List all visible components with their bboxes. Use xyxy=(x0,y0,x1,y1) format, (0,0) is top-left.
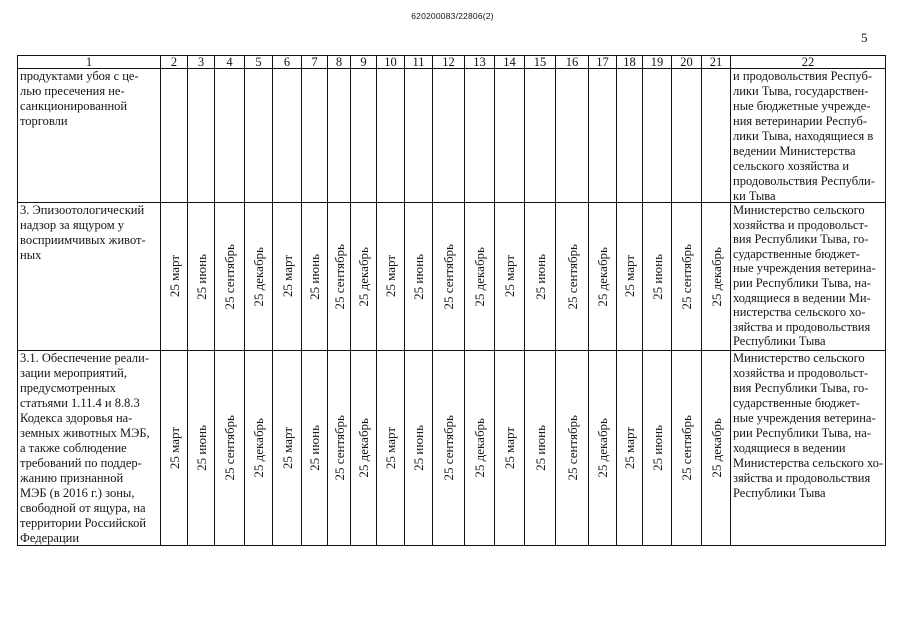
deadline-date: 25 март xyxy=(622,255,637,298)
deadline-cell xyxy=(351,351,377,546)
deadline-cell xyxy=(188,351,215,546)
column-header: 5 xyxy=(245,56,273,69)
empty-cell xyxy=(302,69,328,203)
deadline-cell xyxy=(617,351,643,546)
empty-cell xyxy=(465,69,495,203)
deadline-date: 25 сентябрь xyxy=(564,415,580,481)
empty-cell xyxy=(245,69,273,203)
deadline-date: 25 сентябрь xyxy=(679,243,694,310)
deadline-cell xyxy=(525,203,556,351)
empty-cell xyxy=(215,69,245,203)
deadline-date: 25 март xyxy=(622,426,637,470)
deadline-date: 25 сентябрь xyxy=(222,415,237,481)
deadline-date: 25 март xyxy=(502,255,517,298)
column-header: 21 xyxy=(702,56,731,69)
empty-cell xyxy=(377,69,405,203)
deadline-cell xyxy=(589,203,617,351)
empty-cell xyxy=(617,69,643,203)
deadline-date: 25 июнь xyxy=(307,425,322,471)
empty-cell xyxy=(589,69,617,203)
deadline-cell xyxy=(328,351,351,546)
column-header: 10 xyxy=(377,56,405,69)
deadline-cell xyxy=(215,351,245,546)
deadline-date: 25 сентябрь xyxy=(331,415,347,481)
deadline-cell xyxy=(617,203,643,351)
column-header: 20 xyxy=(672,56,702,69)
deadline-cell xyxy=(377,203,405,351)
deadline-date: 25 март xyxy=(166,426,182,470)
deadline-date: 25 март xyxy=(279,255,295,298)
deadline-cell xyxy=(525,351,556,546)
deadline-date: 25 декабрь xyxy=(356,246,371,307)
empty-cell xyxy=(556,69,589,203)
deadline-cell xyxy=(643,203,672,351)
column-header: 13 xyxy=(465,56,495,69)
deadline-cell xyxy=(302,203,328,351)
deadline-cell xyxy=(161,203,188,351)
deadline-date: 25 сентябрь xyxy=(564,243,580,310)
empty-cell xyxy=(495,69,525,203)
deadline-date: 25 декабрь xyxy=(251,246,266,307)
empty-cell xyxy=(273,69,302,203)
empty-cell xyxy=(161,69,188,203)
deadline-cell xyxy=(556,203,589,351)
deadline-cell xyxy=(273,203,302,351)
registration-number: 620200083/22806(2) xyxy=(411,11,494,21)
deadline-date: 25 июнь xyxy=(532,425,548,471)
deadline-date: 25 март xyxy=(279,426,295,470)
column-header: 22 xyxy=(731,56,886,69)
plan-table xyxy=(17,55,886,546)
column-header: 16 xyxy=(556,56,589,69)
deadline-date: 25 март xyxy=(383,426,398,470)
column-header: 1 xyxy=(18,56,161,69)
empty-cell xyxy=(433,69,465,203)
column-header: 2 xyxy=(161,56,188,69)
deadline-cell xyxy=(495,351,525,546)
page-number: 5 xyxy=(861,30,868,45)
column-header: 3 xyxy=(188,56,215,69)
deadline-date: 25 март xyxy=(166,255,182,298)
column-header: 14 xyxy=(495,56,525,69)
deadline-date: 25 июнь xyxy=(193,425,209,471)
deadline-cell xyxy=(465,203,495,351)
deadline-cell xyxy=(702,351,731,546)
deadline-date: 25 март xyxy=(502,426,517,470)
deadline-cell xyxy=(405,351,433,546)
responsible-cell: и продовольствия Респуб- лики Тыва, государствен- ные бюджетные учрежде- ния ветеринарии Респуб- лики Тыва, находящиеся в ведении Министерства сельского хозяйства и продовольствия Республи- ки Тыва xyxy=(731,69,886,203)
event-cell: продуктами убоя с це- лью пресечения не- санкционированной торговли xyxy=(18,69,161,203)
deadline-date: 25 декабрь xyxy=(472,418,487,478)
deadline-date: 25 июнь xyxy=(532,253,548,300)
deadline-date: 25 декабрь xyxy=(708,418,724,478)
deadline-cell xyxy=(643,351,672,546)
deadline-cell xyxy=(495,203,525,351)
empty-cell xyxy=(351,69,377,203)
deadline-date: 25 декабрь xyxy=(595,246,610,307)
deadline-cell xyxy=(672,351,702,546)
column-header: 15 xyxy=(525,56,556,69)
event-cell: 3.1. Обеспечение реали- зации мероприятий, предусмотренных статьями 1.11.4 и 8.8.3 Кодекса здоровья на- земных животных МЭБ, а также соблюдение требований по поддер- жанию признанной МЭБ (в 2016 г.) зоны, свободной от ящура, на территории Российской Федерации xyxy=(18,351,161,546)
deadline-date: 25 июнь xyxy=(411,253,426,300)
deadline-date: 25 июнь xyxy=(649,253,665,300)
deadline-date: 25 июнь xyxy=(193,253,209,300)
empty-cell xyxy=(672,69,702,203)
deadline-date: 25 сентябрь xyxy=(441,415,456,481)
column-header: 18 xyxy=(617,56,643,69)
deadline-date: 25 сентябрь xyxy=(679,415,694,481)
deadline-cell xyxy=(245,203,273,351)
deadline-cell xyxy=(215,203,245,351)
empty-cell xyxy=(405,69,433,203)
deadline-cell xyxy=(702,203,731,351)
column-header: 6 xyxy=(273,56,302,69)
column-header: 7 xyxy=(302,56,328,69)
empty-cell xyxy=(643,69,672,203)
deadline-date: 25 июнь xyxy=(649,425,665,471)
deadline-date: 25 декабрь xyxy=(708,246,724,307)
deadline-cell xyxy=(188,203,215,351)
responsible-cell: Министерство сельского хозяйства и продовольст- вия Республики Тыва, го- сударственные бюджет- ные учреждения ветерина- рии Республики Тыва, на- ходящиеся в ведении Министерства сельского хо- зяйства и продовольствия Республики Тыва xyxy=(731,351,886,546)
deadline-cell xyxy=(245,351,273,546)
empty-cell xyxy=(702,69,731,203)
deadline-cell xyxy=(672,203,702,351)
empty-cell xyxy=(525,69,556,203)
deadline-date: 25 сентябрь xyxy=(331,243,347,310)
column-header: 17 xyxy=(589,56,617,69)
deadline-date: 25 июнь xyxy=(307,253,322,300)
deadline-cell xyxy=(161,351,188,546)
deadline-cell xyxy=(433,351,465,546)
deadline-cell xyxy=(351,203,377,351)
deadline-date: 25 сентябрь xyxy=(441,243,456,310)
deadline-cell xyxy=(328,203,351,351)
deadline-date: 25 июнь xyxy=(411,425,426,471)
column-header: 8 xyxy=(328,56,351,69)
deadline-date: 25 декабрь xyxy=(595,418,610,478)
deadline-cell xyxy=(433,203,465,351)
column-header: 9 xyxy=(351,56,377,69)
deadline-cell xyxy=(377,351,405,546)
deadline-date: 25 март xyxy=(383,255,398,298)
deadline-cell xyxy=(302,351,328,546)
empty-cell xyxy=(188,69,215,203)
deadline-date: 25 декабрь xyxy=(472,246,487,307)
deadline-date: 25 декабрь xyxy=(356,418,371,478)
column-header: 19 xyxy=(643,56,672,69)
deadline-cell xyxy=(556,351,589,546)
column-header: 11 xyxy=(405,56,433,69)
event-cell: 3. Эпизоотологический надзор за ящуром у восприимчивых живот- ных xyxy=(18,203,161,351)
deadline-date: 25 декабрь xyxy=(251,418,266,478)
responsible-cell: Министерство сельского хозяйства и продовольст- вия Республики Тыва, го- сударственные бюджет- ные учреждения ветерина- рии Республики Тыва, на- ходящиеся в ведении Ми- нистерства сельского хо- зяйства и продовольствия Республики Тыва xyxy=(731,203,886,351)
column-header: 4 xyxy=(215,56,245,69)
deadline-cell xyxy=(465,351,495,546)
deadline-cell xyxy=(273,351,302,546)
column-header: 12 xyxy=(433,56,465,69)
deadline-cell xyxy=(589,351,617,546)
empty-cell xyxy=(328,69,351,203)
deadline-date: 25 сентябрь xyxy=(222,243,237,310)
deadline-cell xyxy=(405,203,433,351)
